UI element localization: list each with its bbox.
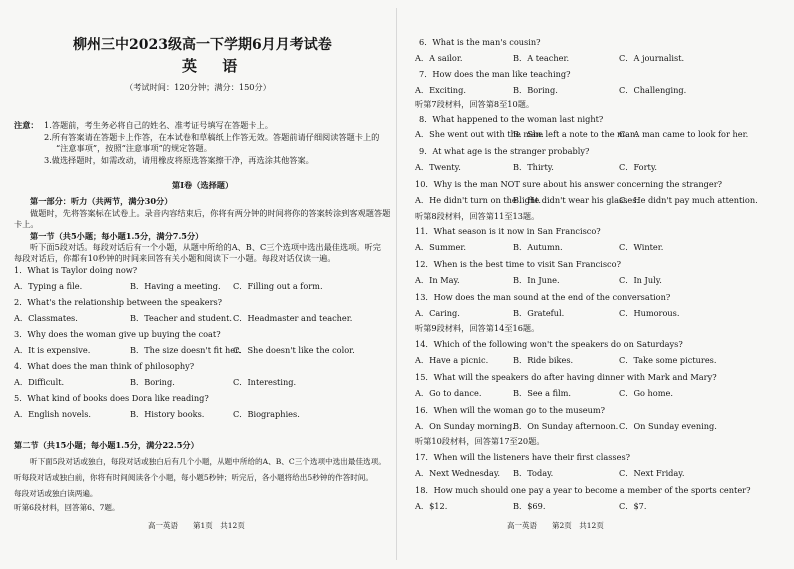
option-c: C．$7. (619, 501, 647, 511)
option-b: B．Teacher and student. (130, 313, 232, 323)
section2-desc: 每段对话或独白读两遍。 (14, 489, 98, 498)
question-stem: 2．What's the relationship between the speakers? (14, 297, 223, 307)
question-stem: 1．What is Taylor doing now? (14, 265, 138, 275)
option-b: B．In June. (513, 275, 560, 285)
part1-title: 第一部分：听力（共两节，满分30分） (30, 196, 173, 206)
note-line: “注意事项”，按照“注意事项”的规定答题。 (56, 143, 212, 153)
option-b: B．The size doesn't fit her. (130, 345, 241, 355)
option-b: B．He didn't wear his glasses. (513, 195, 640, 205)
option-b: B．Ride bikes. (513, 355, 574, 365)
option-b: B．Thirty. (513, 162, 554, 172)
section1-title: 第一节（共5小题；每小题1.5分，满分7.5分） (30, 231, 204, 241)
option-c: C．Forty. (619, 162, 657, 172)
question-stem: 16．When will the woman go to the museum? (415, 405, 606, 415)
exam-info: （考试时间：120分钟；满分：150分） (125, 82, 271, 92)
option-b: B．Having a meeting. (130, 281, 221, 291)
note-line: 1.答题前，考生务必将自己的姓名、准考证号填写在答题卡上。 (44, 120, 273, 130)
option-a: A．A sailor. (415, 53, 463, 63)
option-c: C．Winter. (619, 242, 664, 252)
option-a: A．In May. (415, 275, 460, 285)
option-a: A．Caring. (415, 308, 460, 318)
option-b: B．Grateful. (513, 308, 565, 318)
question-stem: 4．What does the man think of philosophy? (14, 361, 195, 371)
option-a: A．It is expensive. (14, 345, 91, 355)
option-b: B．Boring. (513, 85, 558, 95)
question-stem: 11．What season is it now in San Francisco? (415, 226, 601, 236)
option-b: B．Boring. (130, 377, 175, 387)
option-c: C．Headmaster and teacher. (233, 313, 353, 323)
option-b: B．Today. (513, 468, 554, 478)
option-b: B．On Sunday afternoon. (513, 421, 619, 431)
part1-desc: 做题时，先将答案标在试卷上。录音内容结束后，你将有两分钟的时间将你的答案转涂到客观题答题 (30, 208, 391, 218)
question-stem: 9．At what age is the stranger probably? (419, 146, 590, 156)
option-a: A．Exciting. (415, 85, 466, 95)
option-c: C．In July. (619, 275, 662, 285)
option-c: C．On Sunday evening. (619, 421, 717, 431)
option-a: A．On Sunday morning. (415, 421, 515, 431)
option-c: C．He didn't pay much attention. (619, 195, 758, 205)
option-b: B．$69. (513, 501, 546, 511)
note-line: 2.所有答案请在答题卡上作答，在本试卷和草稿纸上作答无效。答题前请仔细阅读答题卡上的 (44, 132, 380, 142)
question-stem: 7．How does the man like teaching? (419, 69, 571, 79)
page-footer: 高一英语 第2页 共12页 (507, 521, 604, 530)
notes-label: 注意： (14, 120, 39, 130)
option-c: C．Take some pictures. (619, 355, 717, 365)
section2-desc: 听每段对话或独白前，你将有时间阅读各个小题，每小题5秒钟；听完后，各小题将给出5秒钟的作答时间。 (14, 473, 373, 482)
volume-title: 第Ⅰ卷（选择题） (172, 180, 234, 190)
section2-desc: 听下面5段对话或独白，每段对话或独白后有几个小题，从题中所给的A、B、C三个选项中选出最佳选项。 (30, 457, 386, 466)
option-a: A．$12. (415, 501, 448, 511)
option-a: A．Next Wednesday. (415, 468, 501, 478)
question-stem: 3．Why does the woman give up buying the coat? (14, 329, 221, 339)
option-a: A．Twenty. (415, 162, 461, 172)
question-stem: 12．When is the best time to visit San Francisco? (415, 259, 621, 269)
option-a: A．Go to dance. (415, 388, 482, 398)
material-label: 听第8段材料，回答第11至13题。 (415, 211, 540, 221)
option-c: C．Interesting. (233, 377, 297, 387)
option-c: C．Filling out a form. (233, 281, 323, 291)
question-stem: 6．What is the man's cousin? (419, 37, 541, 47)
section1-desc: 每段对话后，你都有10秒钟的时间来回答有关小题和阅读下一小题。每段对话仅读一遍。 (14, 253, 336, 263)
option-c: C．She doesn't like the color. (233, 345, 355, 355)
option-c: C．A man came to look for her. (619, 129, 749, 139)
option-b: B．See a film. (513, 388, 572, 398)
option-c: C．Next Friday. (619, 468, 685, 478)
question-stem: 14．Which of the following won't the speakers do on Saturdays? (415, 339, 683, 349)
option-b: B．History books. (130, 409, 205, 419)
question-stem: 18．How much should one pay a year to become a member of the sports center? (415, 485, 751, 495)
question-stem: 13．How does the man sound at the end of the conversation? (415, 292, 671, 302)
question-stem: 17．When will the listeners have their first classes? (415, 452, 631, 462)
question-stem: 15．What will the speakers do after having dinner with Mark and Mary? (415, 372, 717, 382)
option-a: A．Have a picnic. (415, 355, 489, 365)
material-label: 听第7段材料，回答第8至10题。 (415, 99, 535, 109)
exam-title: 柳州三中2023级高一下学期6月月考试卷 (73, 37, 332, 53)
option-c: C．Biographies. (233, 409, 300, 419)
section1-desc: 听下面5段对话。每段对话后有一个小题，从题中所给的A、B、C三个选项中选出最佳选项。听完 (30, 242, 381, 252)
option-a: A．English novels. (14, 409, 92, 419)
option-a: A．Difficult. (14, 377, 65, 387)
material-label: 听第9段材料，回答第14至16题。 (415, 323, 540, 333)
option-a: A．She went out with the man. (415, 129, 544, 139)
option-b: B．She left a note to the man. (513, 129, 638, 139)
note-line: 3.做选择题时，如需改动，请用橡皮将原选答案擦干净，再选涂其他答案。 (44, 155, 314, 165)
exam-page-2 (397, 0, 794, 569)
option-a: A．Summer. (415, 242, 466, 252)
option-c: C．Humorous. (619, 308, 680, 318)
option-a: A．He didn't turn on the light. (415, 195, 542, 205)
option-a: A．Classmates. (14, 313, 78, 323)
question-stem: 8．What happened to the woman last night? (419, 114, 604, 124)
question-stem: 10．Why is the man NOT sure about his answer concerning the stranger? (415, 179, 722, 189)
section2-desc: 听第6段材料，回答第6、7题。 (14, 503, 120, 512)
option-c: C．Challenging. (619, 85, 687, 95)
question-stem: 5．What kind of books does Dora like reading? (14, 393, 209, 403)
part1-desc: 卡上。 (14, 219, 39, 229)
option-c: C．Go home. (619, 388, 673, 398)
subject-title: 英 语 (182, 57, 248, 75)
option-c: C．A journalist. (619, 53, 685, 63)
option-a: A．Typing a file. (14, 281, 83, 291)
option-b: B．A teacher. (513, 53, 570, 63)
option-b: B．Autumn. (513, 242, 563, 252)
section2-title: 第二节（共15小题；每小题1.5分，满分22.5分） (14, 440, 199, 450)
page-footer: 高一英语 第1页 共12页 (148, 521, 245, 530)
material-label: 听第10段材料，回答第17至20题。 (415, 436, 545, 446)
